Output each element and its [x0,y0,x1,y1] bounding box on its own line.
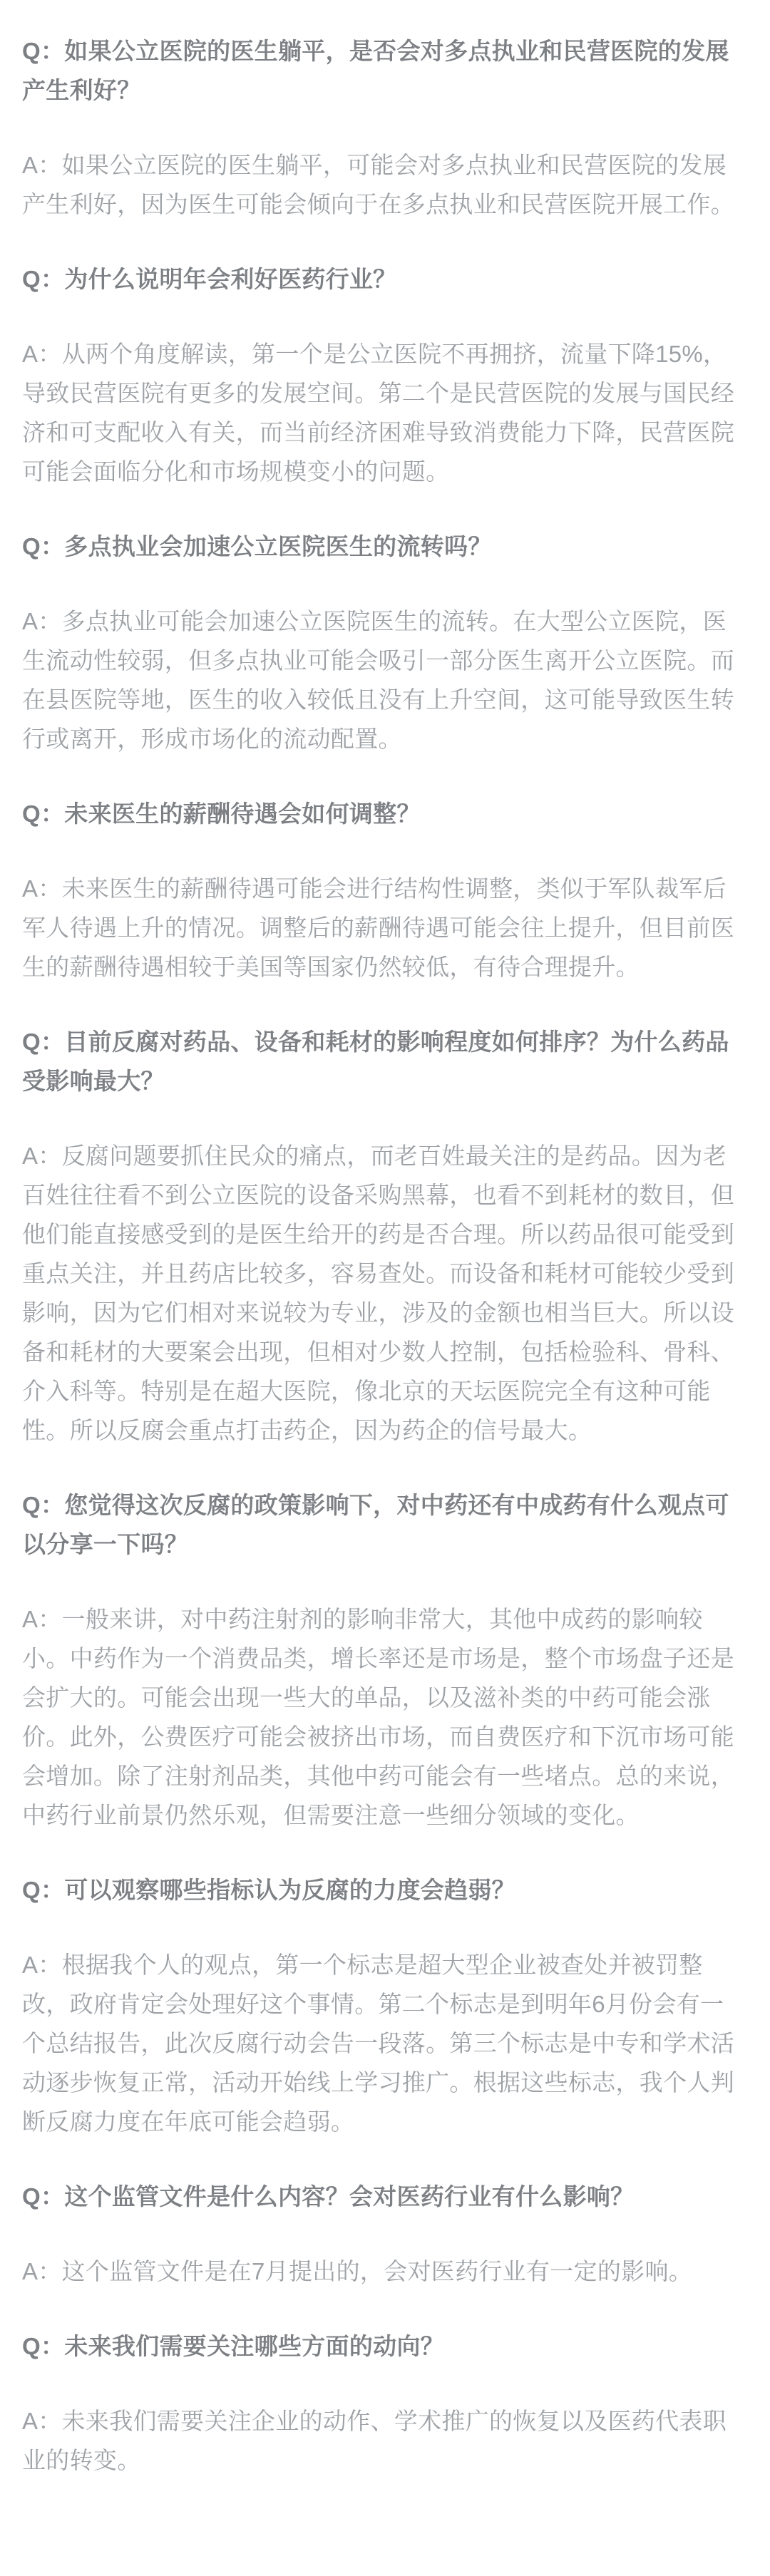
answer-text: A：反腐问题要抓住民众的痛点，而老百姓最关注的是药品。因为老百姓往往看不到公立医院的设备采购黑幕，也看不到耗材的数目，但他们能直接感受到的是医生给开的药是否合理。所以药品很可能受到重点关注，并且药店比较多，容易查处。而设备和耗材可能较少受到影响，因为它们相对来说较为专业，涉及的金额也相当巨大。所以设备和耗材的大要案会出现，但相对少数人控制，包括检验科、骨科、介入科等。特别是在超大医院，像北京的天坛医院完全有这种可能性。所以反腐会重点打击药企，因为药企的信号最大。 [22,1143,734,1443]
question-text: Q：多点执业会加速公立医院医生的流转吗？ [22,533,492,560]
qa-item [22,1022,743,1450]
question-text: Q：如果公立医院的医生躺平，是否会对多点执业和民营医院的发展产生利好？ [22,38,729,103]
answer-text: A：如果公立医院的医生躺平，可能会对多点执业和民营医院的发展产生利好，因为医生可能会倾向于在多点执业和民营医院开展工作。 [22,152,734,217]
qa-item [22,1870,743,2141]
qa-item [22,31,743,224]
question-text: Q：未来医生的薪酬待遇会如何调整？ [22,800,421,827]
question-text: Q：未来我们需要关注哪些方面的动向？ [22,2333,445,2359]
question-text: Q：可以观察哪些指标认为反腐的力度会趋弱？ [22,1877,515,1903]
answer-text: A：未来我们需要关注企业的动作、学术推广的恢复以及医药代表职业的转变。 [22,2408,727,2473]
answer-text: A：这个监管文件是在7月提出的，会对医药行业有一定的影响。 [22,2258,693,2284]
question-text: Q：目前反腐对药品、设备和耗材的影响程度如何排序？为什么药品受影响最大？ [22,1029,729,1094]
answer-text: A：未来医生的薪酬待遇可能会进行结构性调整，类似于军队裁军后军人待遇上升的情况。调整后的薪酬待遇可能会往上提升，但目前医生的薪酬待遇相较于美国等国家仍然较低，有待合理提升。 [22,875,734,980]
qa-item [22,527,743,758]
qa-item [22,259,743,491]
question-text: Q：这个监管文件是什么内容？会对医药行业有什么影响？ [22,2183,635,2210]
qa-item [22,794,743,986]
question-text: Q：为什么说明年会利好医药行业？ [22,266,397,292]
question-text: Q：您觉得这次反腐的政策影响下，对中药还有中成药有什么观点可以分享一下吗？ [22,1492,729,1557]
answer-text: A：从两个角度解读，第一个是公立医院不再拥挤，流量下降15%，导致民营医院有更多的发展空间。第二个是民营医院的发展与国民经济和可支配收入有关，而当前经济困难导致消费能力下降，民营医院可能会面临分化和市场规模变小的问题。 [22,341,734,485]
qa-item [22,2177,743,2291]
qa-item [22,2327,743,2480]
qa-item [22,1485,743,1835]
answer-text: A：根据我个人的观点，第一个标志是超大型企业被查处并被罚整改，政府肯定会处理好这个事情。第二个标志是到明年6月份会有一个总结报告，此次反腐行动会告一段落。第三个标志是中专和学术活动逐步恢复正常，活动开始线上学习推广。根据这些标志，我个人判断反腐力度在年底可能会趋弱。 [22,1952,734,2135]
answer-text: A：多点执业可能会加速公立医院医生的流转。在大型公立医院，医生流动性较弱，但多点执业可能会吸引一部分医生离开公立医院。而在县医院等地，医生的收入较低且没有上升空间，这可能导致医生转行或离开，形成市场化的流动配置。 [22,608,734,752]
answer-text: A：一般来讲，对中药注射剂的影响非常大，其他中成药的影响较小。中药作为一个消费品类，增长率还是市场是，整个市场盘子还是会扩大的。可能会出现一些大的单品，以及滋补类的中药可能会涨价。此外，公费医疗可能会被挤出市场，而自费医疗和下沉市场可能会增加。除了注射剂品类，其他中药可能会有一些堵点。总的来说，中药行业前景仍然乐观，但需要注意一些细分领域的变化。 [22,1606,734,1828]
